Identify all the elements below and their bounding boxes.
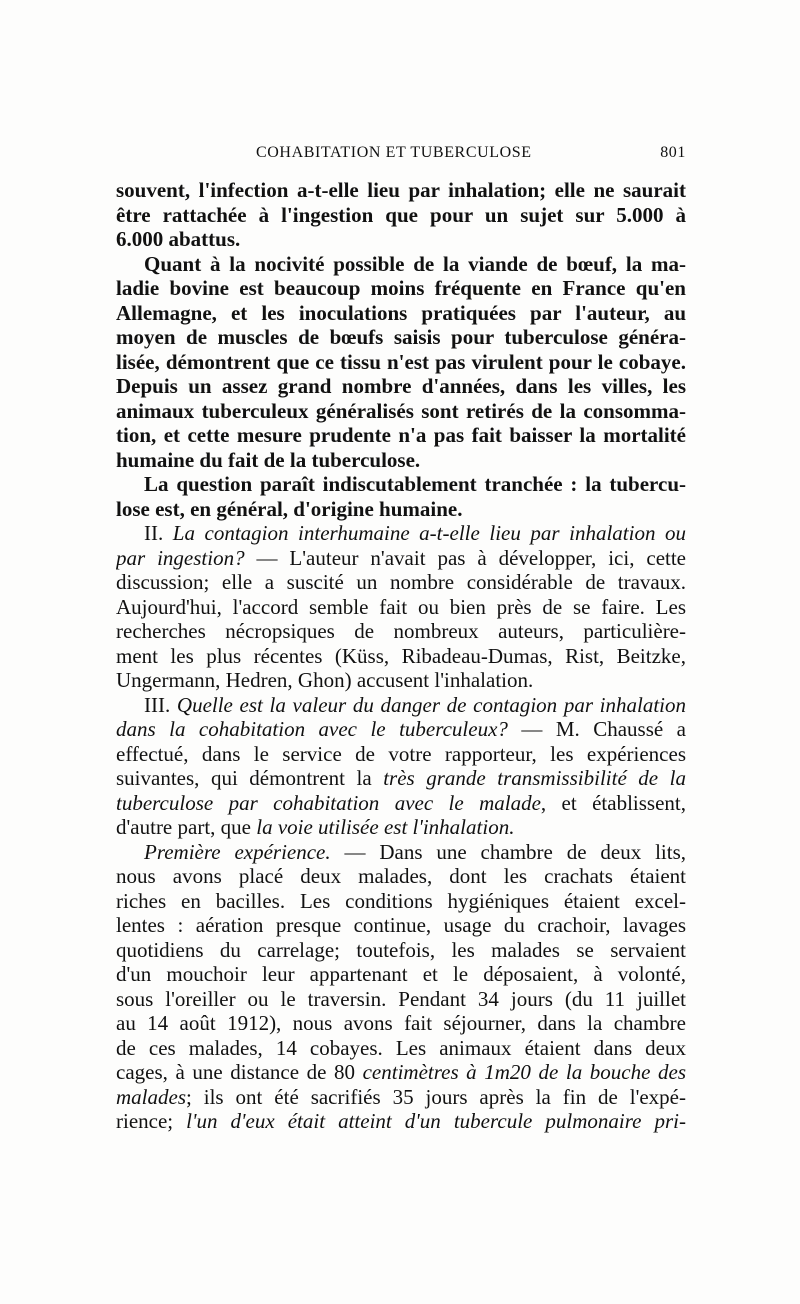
- text-line: 6.000 abattus.: [116, 227, 241, 251]
- text-line: moyen de muscles de bœufs saisis pour tuberculose généra-: [116, 325, 686, 349]
- text-line: humaine du fait de la tuberculose.: [116, 447, 421, 472]
- page-number: 801: [660, 144, 686, 161]
- line-text: ; ils ont été sacrifiés 35 jours après la fin de l'expé-: [186, 1084, 686, 1109]
- text-line: [116, 766, 686, 791]
- emphasis-text: tuberculose par cohabitation avec le malade: [116, 790, 541, 815]
- text-line: Quant à la nocivité possible de la viande de bœuf, la ma-: [144, 251, 686, 276]
- emphasis-text: centimètres à 1m20 de la bouche des: [362, 1060, 686, 1084]
- section-heading: La contagion interhumaine a-t-elle lieu par inhalation ou: [172, 521, 686, 545]
- text-line: La question paraît indiscutablement tranchée : la tubercu-: [144, 472, 686, 496]
- text-line: d'un mouchoir leur appartenant et le déposaient, à volonté,: [116, 962, 686, 986]
- text-line: être rattachée à l'ingestion que pour un sujet sur 5.000 à: [116, 202, 686, 227]
- text-line: [116, 693, 686, 718]
- text-line: [116, 815, 686, 840]
- emphasis-text: très grande transmissibilité de la: [383, 766, 686, 790]
- body-text: [116, 178, 686, 1134]
- text-line: sous l'oreiller ou le traversin. Pendant 34 jours (du 11 juillet: [116, 986, 686, 1011]
- text-line: au 14 août 1912), nous avons fait séjourner, dans la chambre: [116, 1011, 686, 1035]
- text-line: lose est, en général, d'origine humaine.: [116, 496, 463, 521]
- experiment-heading: Première expérience.: [144, 839, 331, 864]
- line-text: — M. Chaussé a: [521, 717, 686, 741]
- text-line: [116, 521, 686, 546]
- running-title: COHABITATION ET TUBERCULOSE: [256, 144, 532, 161]
- line-text: cages, à une distance de 80: [116, 1060, 363, 1084]
- text-line: ment les plus récentes (Küss, Ribadeau-Dumas, Rist, Beitzke,: [116, 643, 686, 668]
- emphasis-text: l'un d'eux était atteint d'un tubercule pulmonaire pri-: [186, 1109, 686, 1133]
- line-text: — Dans une chambre de deux lits,: [330, 839, 686, 864]
- text-line: de ces malades, 14 cobayes. Les animaux étaient dans deux: [116, 1035, 686, 1060]
- text-line: nous avons placé deux malades, dont les crachats étaient: [116, 864, 686, 888]
- text-line: [116, 717, 686, 742]
- text-line: effectué, dans le service de votre rapporteur, les expériences: [116, 741, 686, 766]
- text-line: riches en bacilles. Les conditions hygiéniques étaient excel-: [116, 888, 686, 913]
- text-line: Allemagne, et les inoculations pratiquées par l'auteur, au: [116, 300, 686, 325]
- text-line: discussion; elle a suscité un nombre considérable de travaux.: [116, 570, 686, 594]
- line-text: rience;: [116, 1109, 187, 1133]
- text-line: [116, 791, 686, 816]
- text-line: [116, 1060, 686, 1085]
- text-line: Depuis un assez grand nombre d'années, dans les villes, les: [116, 374, 686, 398]
- line-text: suivantes, qui démontrent la: [116, 766, 384, 790]
- running-head: [116, 144, 686, 168]
- emphasis-text: malades: [116, 1084, 186, 1109]
- text-line: Ungermann, Hedren, Ghon) accusent l'inhalation.: [116, 668, 534, 692]
- section-heading: par ingestion?: [116, 545, 257, 570]
- text-line: Aujourd'hui, l'accord semble fait ou bien près de se faire. Les: [116, 594, 686, 619]
- line-text: d'autre part, que: [116, 815, 257, 839]
- text-line: [116, 1109, 686, 1134]
- text-line: [116, 840, 686, 865]
- section-numeral: II.: [144, 521, 173, 545]
- text-line: animaux tuberculeux généralisés sont retirés de la consomma-: [116, 398, 686, 423]
- text-line: [116, 1085, 686, 1110]
- section-heading: dans la cohabitation avec le tuberculeux?: [116, 717, 522, 741]
- line-text: , et établissent,: [540, 790, 686, 815]
- text-line: tion, et cette mesure prudente n'a pas fait baisser la mortalité: [116, 423, 686, 447]
- text-line: souvent, l'infection a-t-elle lieu par inhalation; elle ne saurait: [116, 178, 686, 202]
- text-line: recherches nécropsiques de nombreux auteurs, particulière-: [116, 619, 686, 643]
- text-line: ladie bovine est beaucoup moins fréquente en France qu'en: [116, 276, 686, 300]
- section-numeral: III.: [144, 692, 177, 717]
- text-line: quotidiens du carrelage; toutefois, les malades se servaient: [116, 937, 686, 962]
- text-line: lentes : aération presque continue, usage du crachoir, lavages: [116, 913, 686, 937]
- text-line: lisée, démontrent que ce tissu n'est pas virulent pour le cobaye.: [116, 349, 686, 374]
- text-line: [116, 546, 686, 571]
- emphasis-text: la voie utilisée est l'inhalation.: [256, 815, 515, 839]
- section-heading: Quelle est la valeur du danger de contagion par inhalation: [176, 692, 686, 717]
- line-text: — L'auteur n'avait pas à développer, ici, cette: [256, 545, 686, 570]
